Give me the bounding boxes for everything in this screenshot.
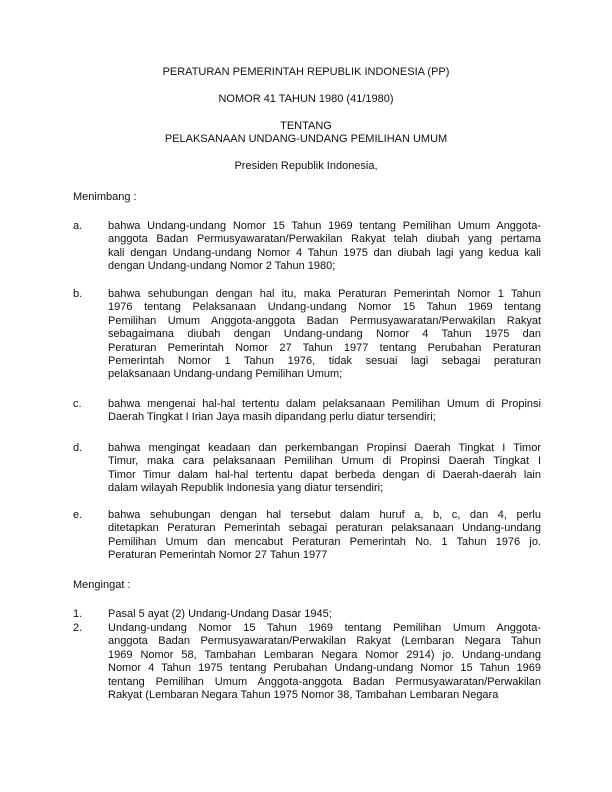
text-line: Pemilihan Umum dan mencabut Peraturan Pemerintah No. 1 Tahun 1976 jo. bbox=[108, 535, 541, 548]
item-text bbox=[108, 442, 541, 496]
text-line: dengan Undang-undang Nomor 2 Tahun 1980; bbox=[108, 260, 336, 273]
text-line: bahwa sehubungan dengan hal itu, maka Peraturan Pemerintah Nomor 1 Tahun bbox=[108, 288, 541, 300]
text-line: bahwa mengingat keadaan dan perkembangan Propinsi Daerah Tingkat I Timor bbox=[108, 442, 541, 454]
item-label: b. bbox=[73, 288, 83, 300]
text-line: Rakyat (Lembaran Negara Tahun 1975 Nomor 38, Tambahan Lembaran Negara bbox=[108, 688, 499, 701]
item-label: 2. bbox=[73, 622, 83, 634]
text-line: bahwa mengenai hal-hal tertentu dalam pelaksanaan Pemilihan Umum di Propinsi bbox=[108, 398, 541, 410]
item-text bbox=[108, 288, 541, 382]
mengingat-heading: Mengingat : bbox=[73, 579, 131, 591]
text-line: anggota Badan Permusyawaratan/Perwakilan Rakyat (Lembaran Negara Tahun bbox=[108, 635, 541, 648]
text-line: Peraturan Pemerintah Nomor 27 Tahun 1977 bbox=[108, 549, 328, 562]
item-label: a. bbox=[73, 220, 83, 232]
document-title: PERATURAN PEMERINTAH REPUBLIK INDONESIA (PP) bbox=[162, 66, 450, 78]
item-text bbox=[108, 622, 541, 702]
item-text bbox=[108, 220, 541, 274]
text-line: Peraturan Pemerintah Nomor 27 Tahun 1977 tentang Perubahan Peraturan bbox=[108, 341, 541, 354]
text-line: Nomor 4 Tahun 1975 tentang Perubahan Undang-undang Nomor 15 Tahun 1969 bbox=[108, 662, 541, 675]
text-line: dalam wilayah Republik Indonesia yang diatur tersendiri; bbox=[108, 482, 384, 495]
tentang-label: TENTANG bbox=[280, 120, 332, 132]
text-line: Timor Timur dalam hal-hal tertentu dapat berbeda dengan di Daerah-daerah lain bbox=[108, 468, 541, 481]
text-line: Daerah Tingkat I Irian Jaya masih dipandang perlu diatur tersendiri; bbox=[108, 411, 436, 424]
text-line: pelaksanaan Undang-undang Pemilihan Umum; bbox=[108, 368, 343, 381]
item-label: c. bbox=[73, 398, 82, 410]
text-line: Pasal 5 ayat (2) Undang-Undang Dasar 1945; bbox=[108, 608, 332, 620]
text-line: bahwa sehubungan dengan hal tersebut dalam huruf a, b, c, dan 4, perlu bbox=[108, 509, 541, 521]
text-line: 1969 Nomor 58, Tambahan Lembaran Negara Nomor 2914) jo. Undang-undang bbox=[108, 648, 541, 661]
item-text bbox=[108, 608, 541, 621]
document-subject: PELAKSANAAN UNDANG-UNDANG PEMILIHAN UMUM bbox=[164, 133, 448, 145]
text-line: 1976 tentang Pelaksanaan Undang-undang Nomor 15 Tahun 1969 tentang bbox=[108, 301, 541, 314]
text-line: Pemilihan Umum Anggota-anggota Badan Permusyawaratan/Perwakilan Rakyat bbox=[108, 314, 541, 327]
text-line: Pemerintah Nomor 1 Tahun 1976, tidak sesuai lagi sebagai peraturan bbox=[108, 354, 541, 367]
text-line: tentang Pemilihan Umum Anggota-anggota Badan Permusyawaratan/Perwakilan bbox=[108, 675, 541, 688]
menimbang-heading: Menimbang : bbox=[73, 191, 137, 203]
text-line: ditetapkan Peraturan Pemerintah sebagai peraturan pelaksanaan Undang-undang bbox=[108, 522, 541, 535]
president-line: Presiden Republik Indonesia, bbox=[234, 160, 378, 172]
item-text bbox=[108, 398, 541, 425]
text-line: kali dengan Undang-undang Nomor 4 Tahun 1975 dan diubah lagi yang kedua kali bbox=[108, 246, 541, 259]
document-number: NOMOR 41 TAHUN 1980 (41/1980) bbox=[218, 93, 394, 105]
text-line: anggota Badan Permusyawaratan/Perwakilan Rakyat telah diubah yang pertama bbox=[108, 233, 541, 246]
item-text bbox=[108, 509, 541, 563]
item-label: d. bbox=[73, 442, 83, 454]
text-line: sebagaimana diubah dengan Undang-undang Nomor 4 Tahun 1975 dan bbox=[108, 328, 541, 341]
item-label: 1. bbox=[73, 608, 83, 620]
text-line: bahwa Undang-undang Nomor 15 Tahun 1969 tentang Pemilihan Umum Anggota- bbox=[108, 220, 541, 232]
text-line: Undang-undang Nomor 15 Tahun 1969 tentang Pemilihan Umum Anggota- bbox=[108, 622, 541, 634]
text-line: Timur, maka cara pelaksanaan Pemilihan Umum di Propinsi Daerah Tingkat I bbox=[108, 455, 541, 468]
item-label: e. bbox=[73, 509, 83, 521]
